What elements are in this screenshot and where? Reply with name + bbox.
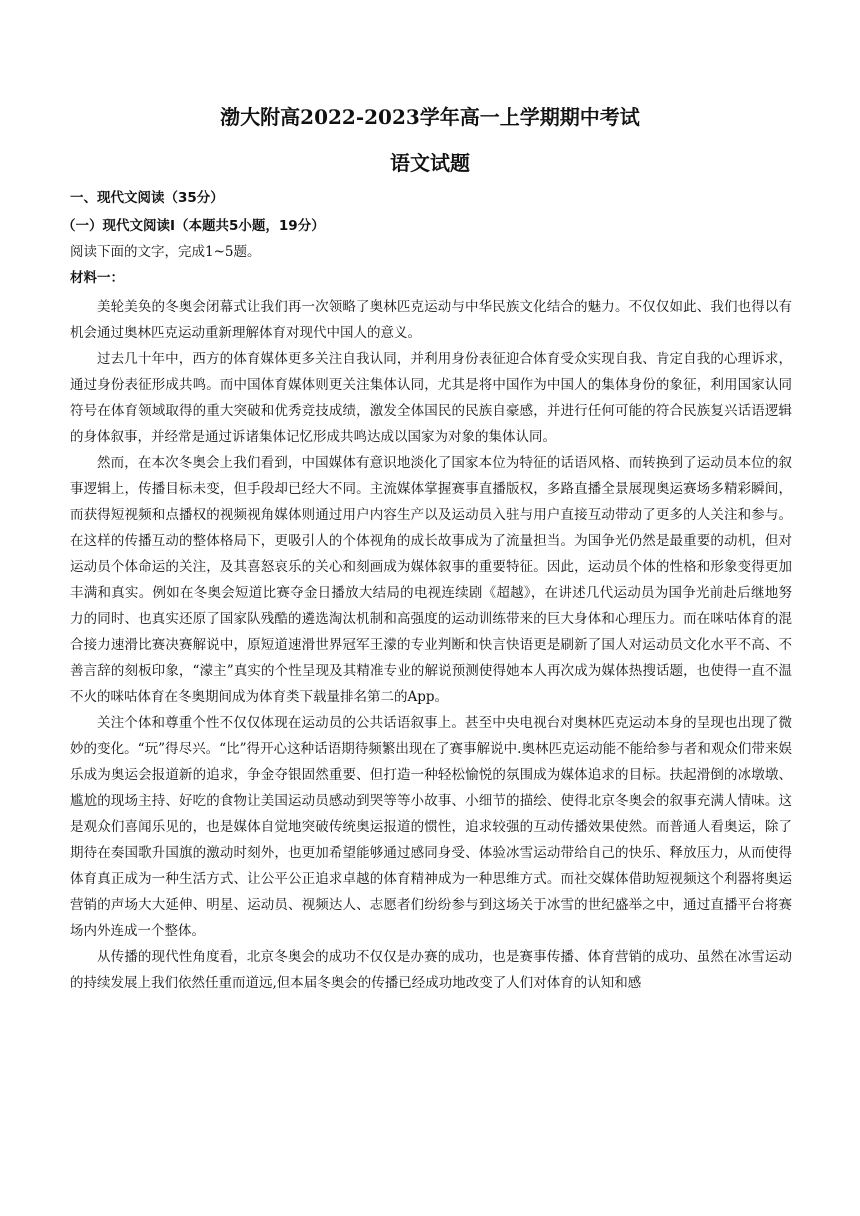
exam-subtitle: 语文试题 [390,151,470,175]
paragraph: 过去几十年中，西方的体育媒体更多关注自我认同，并利用身份表征迎合体育受众实现自我、肯定自我的心理诉求，通过身份表征形成共鸣。而中国体育媒体则更关注集体认同，尤其是将中国作为中国人的集体身份的象征，利用国家认同符号在体育领域取得的重大突破和优秀竞技成绩，激发全体国民的民族自豪感，并进行任何可能的符合民族复兴话语逻辑的身体叙事，并经常是通过诉诸集体记忆形成共鸣达成以国家为对象的集体认同。 [70,351,792,445]
passage-body [70,294,792,996]
section-heading: 一、现代文阅读（35分） [70,190,224,206]
paragraph: 美轮美奂的冬奥会闭幕式让我们再一次领略了奥林匹克运动与中华民族文化结合的魅力。不仅仅如此、我们也得以有机会通过奥林匹克运动重新理解体育对现代中国人的意义。 [70,299,792,341]
material-label: 材料一： [70,270,124,286]
paragraph: 关注个体和尊重个性不仅仅体现在运动员的公共话语叙事上。甚至中央电视台对奥林匹克运动本身的呈现也出现了微妙的变化。“玩”得尽兴。“比”得开心这种话语期待频繁出现在了赛事解说中.奥林匹克运动能不能给参与者和观众们带来娱乐成为奥运会报道新的追求，争金夺银固然重要、但打造一种轻松愉悦的氛围成为媒体追求的目标。扶起滑倒的冰墩墩、尴尬的现场主持、好吃的食物让美国运动员感动到哭等等小故事、小细节的描绘、使得北京冬奥会的叙事充满人情味。这是观众们喜闻乐见的，也是媒体自觉地突破传统奥运报道的惯性，追求较强的互动传播效果使然。而普通人看奥运，除了期待在奏国歌升国旗的激动时刻外，也更加希望能够通过感同身受、体验冰雪运动带给自己的快乐、释放压力，从而使得体育真正成为一种生活方式、让公平公正追求卓越的体育精神成为一种思维方式。而社交媒体借助短视频这个利器将奥运营销的声场大大延伸、明星、运动员、视频达人、志愿者们纷纷参与到这场关于冰雪的世纪盛举之中，通过直播平台将赛场内外连成一个整体。 [70,715,792,939]
paragraph: 从传播的现代性角度看，北京冬奥会的成功不仅仅是办赛的成功，也是赛事传播、体育营销的成功、虽然在冰雪运动的持续发展上我们依然任重而道远,但本届冬奥会的传播已经成功地改变了人们对体育的认知和感 [70,949,792,991]
paragraph: 然而，在本次冬奥会上我们看到，中国媒体有意识地淡化了国家本位为特征的话语风格、而转换到了运动员本位的叙事逻辑上，传播目标未变，但手段却已经大不同。主流媒体掌握赛事直播版权，多路直播全景展现奥运赛场多精彩瞬间，而获得短视频和点播权的视频视角媒体则通过用户内容生产以及运动员入驻与用户直接互动带动了更多的人关注和参与。在这样的传播互动的整体格局下，更吸引人的个体视角的成长故事成为了流量担当。为国争光仍然是最重要的动机，但对运动员个体命运的关注，及其喜怒哀乐的关心和刻画成为媒体叙事的重要特征。因此，运动员个体的性格和形象变得更加丰满和真实。例如在冬奥会短道比赛夺金日播放大结局的电视连续剧《超越》，在讲述几代运动员为国争光前赴后继地努力的同时、也真实还原了国家队残酷的遴选淘汰机制和高强度的运动训练带来的巨大身体和心理压力。而在咪咕体育的混合接力速滑比赛决赛解说中，原短道速滑世界冠军王濛的专业判断和快言快语更是刷新了国人对运动员文化水平不高、不善言辞的刻板印象，“濛主”真实的个性呈现及其精准专业的解说预测使得她本人再次成为媒体热搜话题，也使得一直不温不火的咪咕体育在冬奥期间成为体育类下载量排名第二的App。 [70,455,792,705]
subsection-heading: （一）现代文阅读Ⅰ（本题共5小题，19分） [62,218,325,234]
exam-title: 渤大附高2022-2023学年高一上学期期中考试 [220,105,640,129]
instruction-text: 阅读下面的文字，完成1~5题。 [70,244,261,260]
